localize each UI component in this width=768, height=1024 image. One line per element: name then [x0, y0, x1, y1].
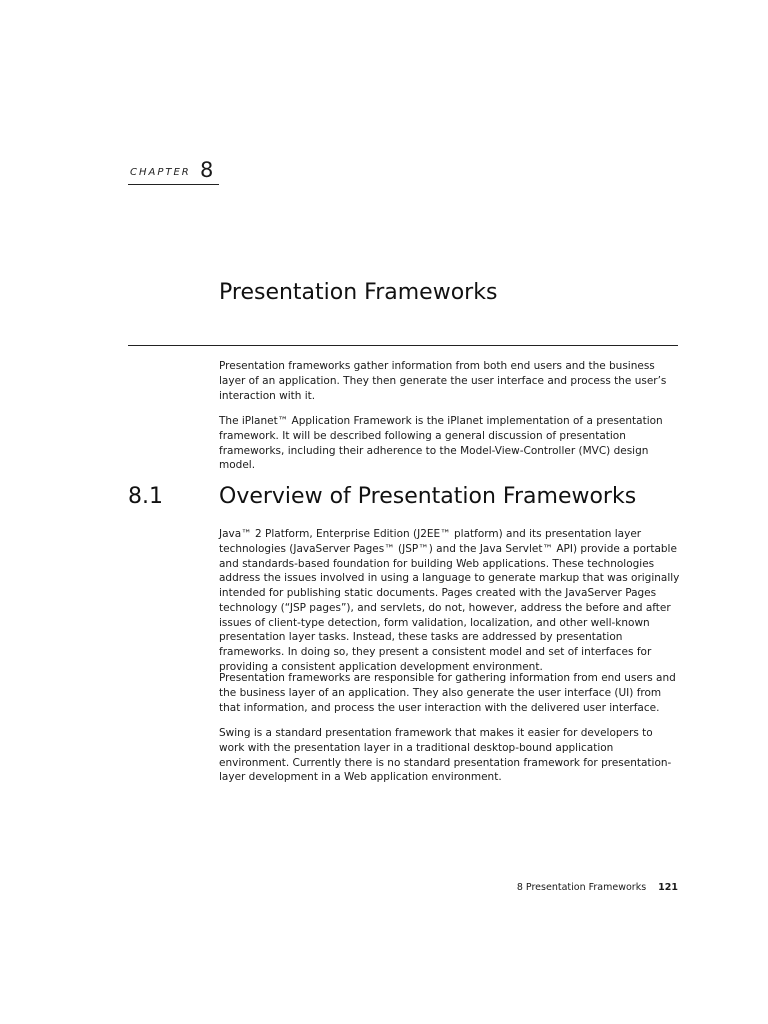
page-footer — [517, 882, 678, 893]
section-number: 8.1 — [128, 484, 163, 509]
chapter-heading — [128, 158, 219, 185]
chapter-label: CHAPTER — [130, 167, 191, 178]
chapter-number: 8 — [200, 158, 214, 182]
intro-paragraph-2: The iPlanet™ Application Framework is the iPlanet implementation of a presentation framework. It will be described following a general discussion of presentation frameworks, including their adherence to the Model-View-Controller (MVC) design model. — [219, 415, 663, 472]
section-paragraph-3: Swing is a standard presentation framework that makes it easier for developers to work with the presentation layer in a traditional desktop-bound application environment. Currently there is no standard presentation framework for presentation-layer development in a Web application environment. — [219, 727, 672, 784]
section-paragraph-1: Java™ 2 Platform, Enterprise Edition (J2EE™ platform) and its presentation layer technologies (JavaServer Pages™ (JSP™) and the Java Servlet™ API) provide a portable and standards-based foundation for building Web applications. These technologies address the issues involved in using a language to generate markup that was originally intended for publishing static documents. Pages created with the JavaServer Pages technology (“JSP pages”), and servlets, do not, however, address the before and after issues of client-type detection, form validation, localization, and other well-known presentation layer tasks. Instead, these tasks are addressed by presentation frameworks. In doing so, they present a consistent model and set of interfaces for providing a consistent application development environment. — [219, 528, 680, 673]
section-title: Overview of Presentation Frameworks — [219, 484, 637, 509]
title-divider — [128, 345, 678, 346]
chapter-title: Presentation Frameworks — [219, 280, 498, 305]
section-paragraph-2: Presentation frameworks are responsible for gathering information from end users and the business layer of an application. They also generate the user interface (UI) from that information, and process the user interaction with the delivered user interface. — [219, 672, 676, 714]
intro-paragraph-1: Presentation frameworks gather information from both end users and the business layer of an application. They then generate the user interface and process the user’s interaction with it. — [219, 360, 667, 402]
running-head: 8 Presentation Frameworks — [516, 882, 647, 893]
page-number: 121 — [658, 882, 678, 893]
